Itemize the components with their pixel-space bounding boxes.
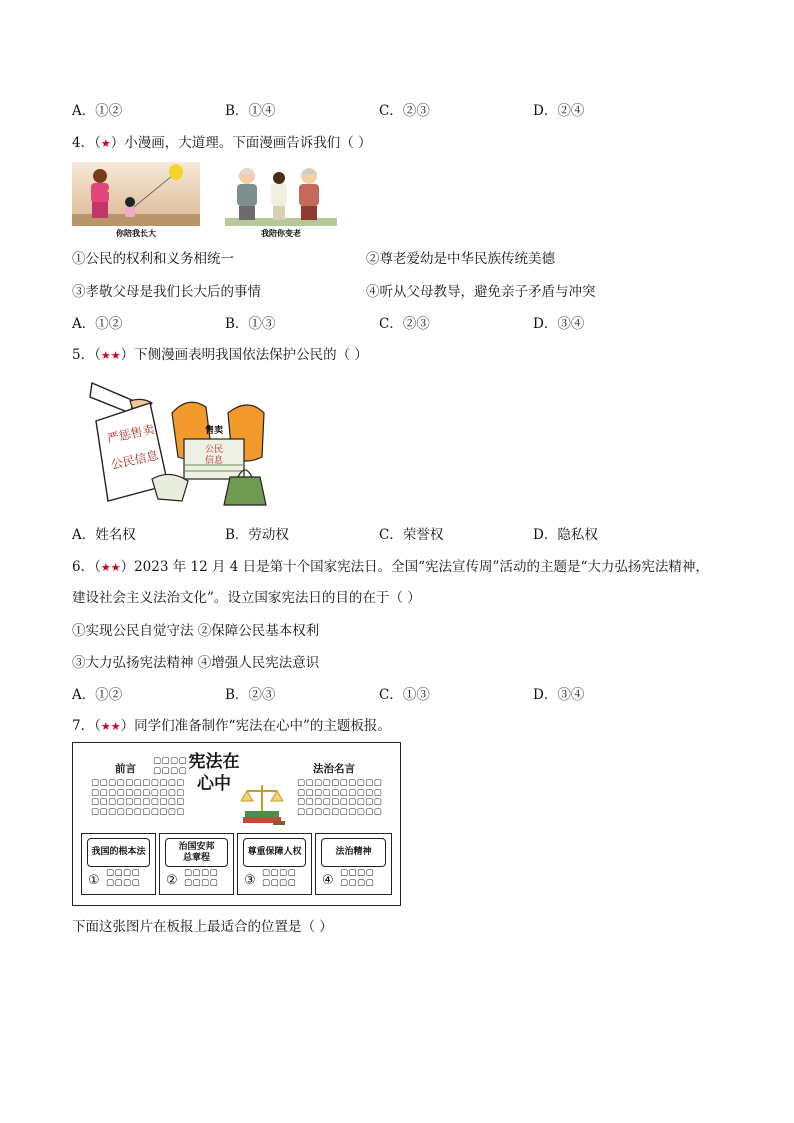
board-box-4-label: 法治精神 [321, 838, 386, 867]
q6-option-a: A．①② [72, 687, 123, 703]
board-title: 宪法在 心中 [188, 752, 240, 794]
q4-option-b: B．①③ [225, 316, 276, 332]
stack-text-1: 公民 [204, 445, 224, 455]
placeholder-squares: ▢▢▢▢ ▢▢▢▢ [340, 868, 375, 888]
q4-statement-1: ①公民的权利和义务相统一 [72, 251, 234, 267]
q3-option-d: D．②④ [533, 103, 585, 119]
q3-option-c: C．②③ [379, 103, 430, 119]
q6-statements-1: ①实现公民自觉守法 ②保障公民基本权利 [72, 623, 320, 639]
cartoon-parent-child [72, 162, 200, 240]
q5-stem: 5．（★★）下侧漫画表明我国依法保护公民的（ ） [72, 347, 368, 363]
sell-text: 售卖 [204, 426, 224, 436]
q4-statement-2: ②尊老爱幼是中华民族传统美德 [366, 251, 555, 267]
q6-stem-line2: 建设社会主义法治文化”。设立国家宪法日的目的在于（ ） [72, 590, 421, 606]
placeholder-grid-right: ▢▢▢▢▢▢▢▢▢▢ ▢▢▢▢▢▢▢▢▢▢ ▢▢▢▢▢▢▢▢▢▢ ▢▢▢▢▢▢▢▢▢▢ [297, 778, 383, 817]
board-box-2-number: ② [166, 873, 178, 888]
difficulty-star-icon: ★★ [100, 720, 121, 733]
board-box-2-label: 治国安邦 总章程 [165, 838, 228, 867]
q4-option-a: A．①② [72, 316, 123, 332]
board-box-4-number: ④ [322, 873, 334, 888]
difficulty-star-icon: ★★ [100, 349, 121, 362]
q4-option-c: C．②③ [379, 316, 430, 332]
stack-text-2: 信息 [204, 456, 224, 466]
cartoon-selling-info [72, 373, 277, 515]
q6-stem-line1: 6．（★★）2023 年 12 月 4 日是第十个国家宪法日。全国“宪法宣传周”活动的主题是“大力弘扬宪法精神， [72, 559, 709, 575]
board-box-4 [315, 833, 392, 895]
placeholder-squares: ▢▢▢▢ ▢▢▢▢ [184, 868, 219, 888]
q6-option-d: D．③④ [533, 687, 585, 703]
board-box-1-number: ① [88, 873, 100, 888]
difficulty-star-icon: ★★ [100, 561, 121, 574]
cartoon-elderly-parents [225, 162, 337, 240]
board-box-3 [237, 833, 312, 895]
q4-statement-4: ④听从父母教导，避免亲子矛盾与冲突 [366, 284, 596, 300]
q4-statement-3: ③孝敬父母是我们长大后的事情 [72, 284, 261, 300]
caption-right: 我陪你变老 [261, 229, 301, 238]
board-box-1-label: 我国的根本法 [87, 838, 150, 867]
q7-stem: 7．（★★）同学们准备制作“宪法在心中”的主题板报。 [72, 718, 391, 734]
q6-option-c: C．①③ [379, 687, 430, 703]
placeholder-grid-top-center: ▢▢▢▢ ▢▢▢▢ [153, 756, 188, 776]
scales-of-justice-icon [237, 781, 287, 827]
q4-option-d: D．③④ [533, 316, 585, 332]
q3-option-b: B．①④ [225, 103, 276, 119]
placeholder-grid-left: ▢▢▢▢▢▢▢▢▢▢▢ ▢▢▢▢▢▢▢▢▢▢▢ ▢▢▢▢▢▢▢▢▢▢▢ ▢▢▢▢▢▢▢▢▢▢▢ [91, 778, 185, 817]
q7-follow-up: 下面这张图片在板报上最适合的位置是（ ） [72, 919, 333, 935]
board-box-1 [81, 833, 156, 895]
board-box-3-label: 尊重保障人权 [243, 838, 306, 867]
placeholder-squares: ▢▢▢▢ ▢▢▢▢ [262, 868, 297, 888]
q5-option-d: D．隐私权 [533, 527, 598, 543]
blackboard-newspaper [72, 742, 401, 906]
q5-option-c: C．荣誉权 [379, 527, 444, 543]
sign-text-2: 公民信息 [109, 448, 160, 472]
q4-stem: 4．（★）小漫画，大道理。下面漫画告诉我们（ ） [72, 135, 372, 151]
board-box-2 [159, 833, 234, 895]
q6-statements-2: ③大力弘扬宪法精神 ④增强人民宪法意识 [72, 655, 320, 671]
board-quotes: 法治名言 [313, 763, 355, 775]
placeholder-squares: ▢▢▢▢ ▢▢▢▢ [106, 868, 141, 888]
q5-option-a: A．姓名权 [72, 527, 136, 543]
q5-option-b: B．劳动权 [225, 527, 289, 543]
sign-text-1: 严惩售卖 [105, 422, 156, 446]
q3-option-a: A．①② [72, 103, 123, 119]
board-preface: 前言 [115, 763, 136, 775]
caption-left: 你陪我长大 [116, 229, 156, 238]
difficulty-star-icon: ★ [100, 137, 111, 150]
q6-option-b: B．②③ [225, 687, 276, 703]
board-box-3-number: ③ [244, 873, 256, 888]
